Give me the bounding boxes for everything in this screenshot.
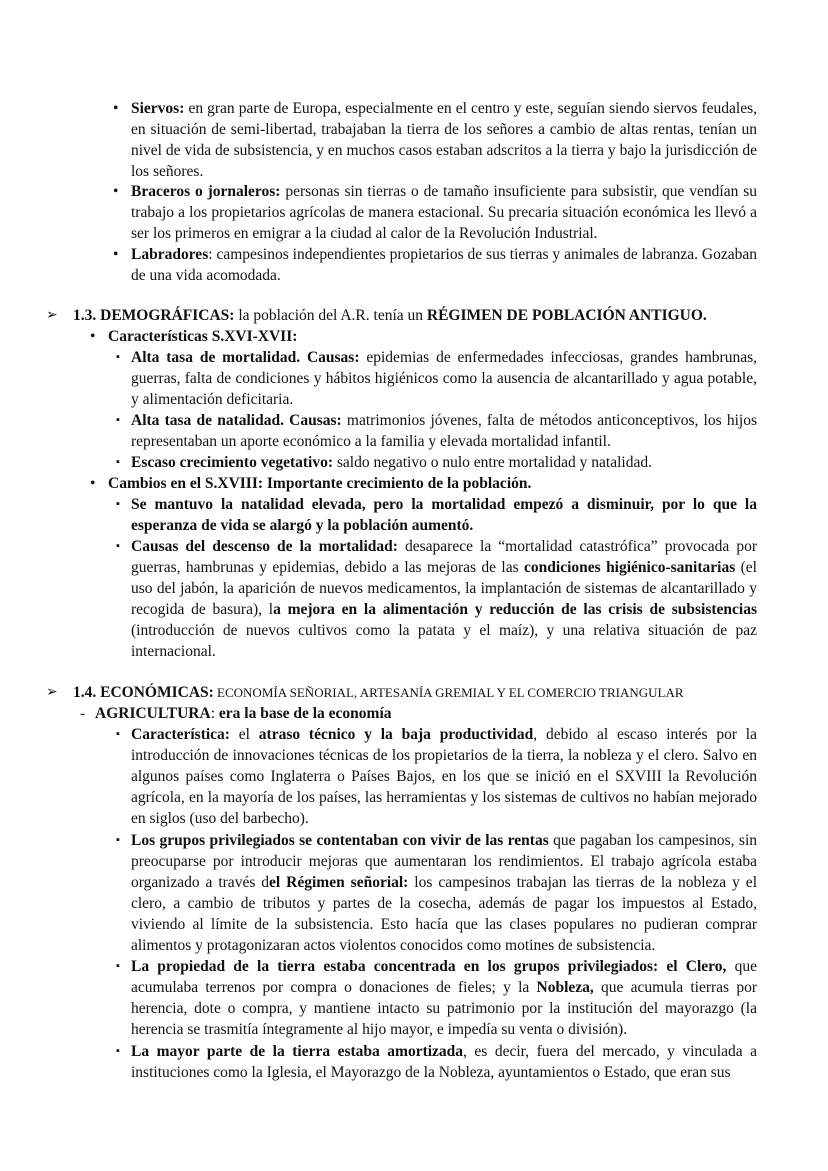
item-text	[95, 703, 755, 724]
bold-text: La propiedad de la tierra estaba concentrada en los grupos privilegiados: el Clero,	[131, 958, 727, 975]
square-marker-icon: ▪	[116, 498, 120, 510]
square-marker-icon: ▪	[116, 960, 120, 972]
bold-text: a mejora en la alimentación y reducción de las crisis de subsistencias	[273, 601, 757, 619]
text-run: , es decir, fuera del mercado, y vinculada a instituciones como la Iglesia, el Mayorazgo de la Nobleza, ayuntamientos o Estado, que eran sus	[131, 1043, 757, 1082]
bold-text: Labradores	[131, 246, 209, 263]
bold-text: Causas del descenso de la mortalidad:	[131, 538, 398, 555]
item-text	[131, 956, 757, 1040]
bold-text: era la base de la economía	[218, 705, 392, 722]
square-marker-icon: ▪	[116, 351, 120, 363]
item-text	[73, 682, 773, 703]
item-text	[131, 452, 757, 473]
bold-text: Alta tasa de natalidad. Causas:	[131, 412, 342, 429]
item-text	[131, 724, 757, 829]
item-text	[131, 98, 757, 182]
text-run: (el uso del jabón, la aparición de nuevos medicamentos, la implantación de sistemas de alcantarillado y recogida de basura), l	[131, 559, 757, 619]
square-marker-icon: ▪	[116, 414, 120, 426]
item-text	[131, 347, 757, 410]
text-run: epidemias de enfermedades infecciosas, grandes hambrunas, guerras, falta de condiciones y hábitos higiénicos como la ausencia de alcantarillado y agua potable, y alimentación deficitaria.	[131, 349, 758, 409]
bold-text: atraso técnico y la baja productividad	[258, 726, 534, 743]
text-run: en gran parte de Europa, especialmente en el centro y este, seguían siendo siervos feudales, en situación de semi-libertad, trabajaban la tierra de los señores a cambio de altas rentas, tenían un nivel de vida de subsistencia, y en muchos casos estaban adscritos a la tierra y bajo la jurisdicción de los señores.	[131, 100, 757, 181]
bold-text: Siervos:	[131, 100, 185, 117]
bold-text: Braceros o jornaleros:	[131, 183, 281, 200]
bold-text: 1.4. ECONÓMICAS:	[73, 684, 214, 701]
square-marker-icon: ▪	[116, 1045, 120, 1057]
text-run: ECONOMÍA SEÑORIAL, ARTESANÍA GREMIAL Y EL COMERCIO TRIANGULAR	[213, 685, 684, 700]
bold-text: Escaso crecimiento vegetativo:	[131, 454, 334, 471]
item-text	[131, 410, 757, 452]
bold-text: Se mantuvo la natalidad elevada, pero la mortalidad empezó a disminuir, por lo que la esperanza de vida se alargó y la población aumentó.	[131, 496, 757, 535]
bold-text: AGRICULTURA	[95, 705, 211, 722]
text-run: que acumula tierras por herencia, dote o compra, y mantiene intacto su patrimonio por la institución del mayorazgo (la herencia se trasmitía íntegramente al hijo mayor, e impedía su venta o división).	[131, 979, 757, 1039]
item-text	[108, 473, 757, 494]
arrow-marker-icon: ➢	[46, 685, 58, 700]
bullet-marker-icon: •	[113, 100, 119, 117]
bold-text: condiciones higiénico-sanitarias	[524, 559, 736, 577]
bold-text: Característica:	[131, 726, 230, 743]
bold-text: el Régimen señorial:	[269, 874, 409, 892]
bold-text: Alta tasa de mortalidad. Causas:	[131, 349, 360, 366]
bold-text: La mayor parte de la tierra estaba amortizada	[131, 1043, 464, 1060]
bold-text: Características S.XVI-XVII:	[108, 328, 298, 345]
item-text	[73, 305, 773, 326]
text-run: saldo negativo o nulo entre mortalidad y natalidad.	[333, 454, 652, 471]
item-text	[131, 181, 757, 244]
text-run: el	[229, 726, 259, 743]
dash-marker-icon: -	[80, 705, 86, 722]
text-run: personas sin tierras o de tamaño insuficiente para subsistir, que vendían su trabajo a los propietarios agrícolas de manera estacional. Su precaria situación económica les llevó a ser los primeros en emigrar a la ciudad al calor de la Revolución Industrial.	[131, 183, 757, 243]
text-run: la población del A.R. tenía un	[234, 307, 427, 324]
square-marker-icon: ▪	[116, 456, 120, 468]
item-text	[131, 830, 757, 957]
text-run: matrimonios jóvenes, falta de métodos anticonceptivos, los hijos representaban un aporte económico a la familia y elevada mortalidad infantil.	[131, 412, 757, 451]
bold-text: 1.3. DEMOGRÁFICAS:	[73, 307, 235, 324]
square-marker-icon: ▪	[116, 834, 120, 846]
arrow-marker-icon: ➢	[46, 308, 58, 323]
square-marker-icon: ▪	[116, 728, 120, 740]
bold-text: RÉGIMEN DE POBLACIÓN ANTIGUO.	[426, 307, 707, 324]
bullet-marker-icon: •	[90, 328, 96, 345]
bullet-marker-icon: •	[90, 475, 96, 492]
item-text	[131, 1041, 757, 1083]
text-run: que pagaban los campesinos, sin preocuparse por introducir mejoras que aumentaran los rendimientos. El trabajo agrícola estaba organizado a través d	[131, 832, 757, 892]
text-run: :	[210, 705, 219, 722]
text-run: , debido al escaso interés por la introducción de innovaciones técnicas de los propietarios de la tierra, la nobleza y el clero. Salvo en algunos países como Inglaterra o Países Bajos, en los que se inició en el SXVIII la Revolución agrícola, en la mayoría de los países, las herramientas y los sistemas de cultivos no habían mejorado en siglos (uso del barbecho).	[131, 726, 757, 828]
bullet-marker-icon: •	[113, 183, 119, 200]
text-run: (introducción de nuevos cultivos como la patata y el maíz), y una relativa situación de paz internacional.	[131, 622, 757, 661]
item-text	[131, 244, 757, 286]
bold-text: Los grupos privilegiados se contentaban con vivir de las rentas	[131, 832, 549, 849]
bullet-marker-icon: •	[113, 246, 119, 263]
square-marker-icon: ▪	[116, 540, 120, 552]
bold-text: Cambios en el S.XVIII: Importante crecimiento de la población.	[108, 475, 532, 492]
text-run: desaparece la “mortalidad catastrófica” provocada por guerras, hambrunas y epidemias, debido a las mejoras de las	[131, 538, 758, 577]
text-run: los campesinos trabajan las tierras de la nobleza y el clero, a cambio de tributos y partes de la cosecha, además de pagar los impuestos al Estado, viviendo al límite de la subsistencia. Esto hacía que las clases populares no pudieran comprar alimentos y protagonizaran actos violentos conocidos como motines de subsistencia.	[131, 874, 757, 955]
item-text	[108, 326, 757, 347]
text-run: : campesinos independientes propietarios de sus tierras y animales de labranza. Gozaban de una vida acomodada.	[131, 246, 757, 285]
item-text	[131, 536, 757, 663]
item-text	[131, 494, 757, 536]
bold-text: Nobleza,	[536, 979, 594, 997]
text-run: que acumulaba terrenos por compra o donaciones de fieles; y la	[131, 958, 757, 997]
